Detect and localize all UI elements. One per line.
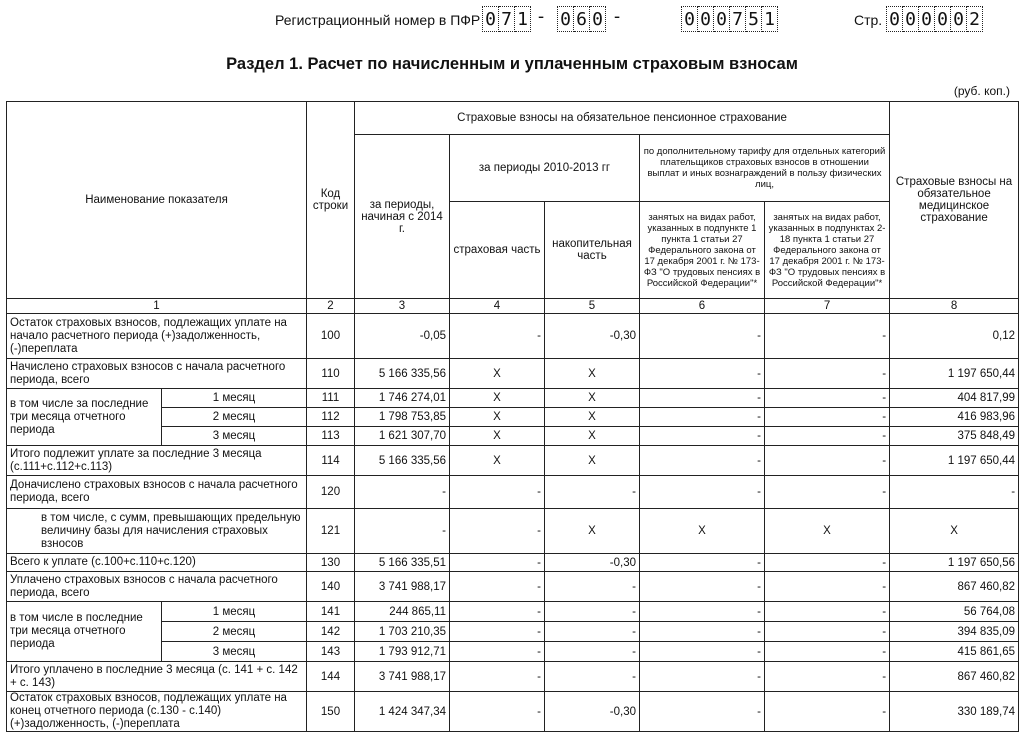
cell-c5: X [545,446,640,476]
column-index: 5 [545,299,640,314]
reg-digit: 0 [590,6,606,32]
row-code: 142 [307,622,355,642]
row-code: 121 [307,509,355,554]
table-row [7,446,1019,476]
reg-digit: 5 [746,6,762,32]
reg-number-boxes [681,6,778,32]
cell-c3: -0,05 [355,314,450,359]
row-sub-label: 3 месяц [162,427,307,446]
cell-c4: - [450,572,545,602]
reg-digit: 7 [730,6,746,32]
cell-c5: - [545,622,640,642]
header-code: Код строки [307,102,355,299]
reg-digit: 1 [515,6,531,32]
cell-c5: X [545,408,640,427]
unit-label: (руб. коп.) [953,84,1010,98]
reg-separator: - [535,6,547,27]
cell-c6: - [640,622,765,642]
column-index: 1 [7,299,307,314]
cell-c6: - [640,427,765,446]
table-body [7,314,1019,732]
cell-c5: X [545,359,640,389]
cell-c6: - [640,408,765,427]
cell-c5: X [545,509,640,554]
header-since-2014: за периоды, начиная с 2014 г. [355,135,450,299]
cell-c7: - [765,622,890,642]
cell-c6: - [640,572,765,602]
cell-c3: 3 741 988,17 [355,572,450,602]
page-digit: 0 [886,6,903,32]
header-funded-part: накопительная часть [545,202,640,299]
cell-c4: - [450,642,545,662]
cell-c3: 1 621 307,70 [355,427,450,446]
reg-digit: 0 [557,6,574,32]
cell-c8: 0,12 [890,314,1019,359]
table-row [7,359,1019,389]
row-label: Итого подлежит уплате за последние 3 месяца (с.111+с.112+с.113) [7,446,307,476]
cell-c7: - [765,602,890,622]
cell-c7: - [765,662,890,692]
cell-c6: - [640,359,765,389]
cell-c3: 5 166 335,56 [355,446,450,476]
row-code: 100 [307,314,355,359]
cell-c5: - [545,572,640,602]
header-subclause-1: занятых на видах работ, указанных в подпункте 1 пункта 1 статьи 27 Федерального закона от 17 декабря 2001 г. № 173-ФЗ "О трудовых пенсиях в Российской Федерации"* [640,202,765,299]
cell-c6: - [640,389,765,408]
column-index: 6 [640,299,765,314]
cell-c7: - [765,642,890,662]
cell-c6: - [640,602,765,622]
cell-c4: X [450,446,545,476]
section-title: Раздел 1. Расчет по начисленным и уплаченным страховым взносам [226,55,798,73]
cell-c3: 1 703 210,35 [355,622,450,642]
cell-c4: - [450,314,545,359]
cell-c7: - [765,389,890,408]
table-row [7,389,1019,408]
header-pension-group: Страховые взносы на обязательное пенсионное страхование [355,102,890,135]
cell-c8: 867 460,82 [890,662,1019,692]
cell-c4: - [450,554,545,572]
row-code: 110 [307,359,355,389]
header-additional-tariff: по дополнительному тарифу для отдельных категорий плательщиков страховых взносов в отношении выплат и иных вознаграждений в пользу физических лиц, [640,135,890,202]
cell-c7: - [765,408,890,427]
cell-c3: 1 798 753,85 [355,408,450,427]
cell-c6: - [640,692,765,732]
table-row [7,509,1019,554]
row-label: Начислено страховых взносов с начала расчетного периода, всего [7,359,307,389]
cell-c7: - [765,572,890,602]
cell-c7: X [765,509,890,554]
table-row [7,602,1019,622]
cell-c6: X [640,509,765,554]
header-medical: Страховые взносы на обязательное медицинское страхование [890,102,1019,299]
cell-c6: - [640,476,765,509]
cell-c6: - [640,554,765,572]
row-label: Уплачено страховых взносов с начала расчетного периода, всего [7,572,307,602]
cell-c8: X [890,509,1019,554]
reg-digit: 1 [762,6,778,32]
cell-c5: - [545,662,640,692]
table-row [7,554,1019,572]
row-sub-label: 1 месяц [162,389,307,408]
row-group-label: в том числе за последние три месяца отчетного периода [7,389,162,446]
cell-c4: - [450,692,545,732]
header-periods-2010-2013: за периоды 2010-2013 гг [450,135,640,202]
table-row [7,692,1019,732]
cell-c6: - [640,642,765,662]
reg-digit: 7 [499,6,515,32]
cell-c4: - [450,662,545,692]
reg-number-boxes [482,6,531,32]
cell-c8: 330 189,74 [890,692,1019,732]
cell-c8: 1 197 650,44 [890,446,1019,476]
row-code: 150 [307,692,355,732]
page-digit: 0 [903,6,919,32]
page-digit: 2 [967,6,983,32]
row-code: 113 [307,427,355,446]
row-code: 130 [307,554,355,572]
cell-c6: - [640,662,765,692]
cell-c3: 1 746 274,01 [355,389,450,408]
row-group-label: в том числе в последние три месяца отчетного периода [7,602,162,662]
cell-c8: - [890,476,1019,509]
cell-c8: 394 835,09 [890,622,1019,642]
column-index: 3 [355,299,450,314]
cell-c8: 867 460,82 [890,572,1019,602]
cell-c5: X [545,427,640,446]
cell-c4: - [450,622,545,642]
cell-c4: X [450,408,545,427]
row-sub-label: 2 месяц [162,622,307,642]
column-index: 8 [890,299,1019,314]
cell-c7: - [765,427,890,446]
reg-digit: 6 [574,6,590,32]
column-index: 4 [450,299,545,314]
reg-digit: 0 [482,6,499,32]
row-label: Всего к уплате (с.100+с.110+с.120) [7,554,307,572]
reg-separator: - [611,6,623,27]
cell-c3: 244 865,11 [355,602,450,622]
cell-c8: 416 983,96 [890,408,1019,427]
reg-number-boxes [557,6,606,32]
column-index-row [7,299,1019,314]
cell-c3: 5 166 335,56 [355,359,450,389]
cell-c4: X [450,427,545,446]
page-label: Стр. [854,12,883,28]
cell-c5: - [545,602,640,622]
table-row [7,572,1019,602]
cell-c5: -0,30 [545,692,640,732]
row-label: Итого уплачено в последние 3 месяца (с. 141 + с. 142 + с. 143) [7,662,307,692]
contributions-table [6,101,1019,732]
reg-digit: 0 [698,6,714,32]
row-code: 140 [307,572,355,602]
form-header [0,6,1024,36]
row-label: Доначислено страховых взносов с начала расчетного периода, всего [7,476,307,509]
row-code: 111 [307,389,355,408]
cell-c8: 56 764,08 [890,602,1019,622]
cell-c7: - [765,692,890,732]
cell-c6: - [640,314,765,359]
cell-c3: - [355,476,450,509]
cell-c6: - [640,446,765,476]
reg-digit: 0 [681,6,698,32]
header-insured-part: страховая часть [450,202,545,299]
cell-c3: 3 741 988,17 [355,662,450,692]
column-index: 2 [307,299,355,314]
cell-c5: - [545,642,640,662]
row-sub-label: 1 месяц [162,602,307,622]
cell-c8: 1 197 650,56 [890,554,1019,572]
header-name: Наименование показателя [7,102,307,299]
row-code: 120 [307,476,355,509]
cell-c7: - [765,359,890,389]
cell-c4: - [450,476,545,509]
column-index: 7 [765,299,890,314]
page-digit: 0 [935,6,951,32]
cell-c3: 1 424 347,34 [355,692,450,732]
cell-c4: - [450,509,545,554]
cell-c8: 1 197 650,44 [890,359,1019,389]
row-code: 141 [307,602,355,622]
cell-c5: X [545,389,640,408]
row-label: Остаток страховых взносов, подлежащих уплате на начало расчетного периода (+)задолженность, (-)переплата [7,314,307,359]
header-subclause-2-18: занятых на видах работ, указанных в подпунктах 2-18 пункта 1 статьи 27 Федерального закона от 17 декабря 2001 г. № 173-ФЗ "О трудовых пенсиях в Российской Федерации"* [765,202,890,299]
table-row [7,314,1019,359]
cell-c7: - [765,446,890,476]
table-row [7,476,1019,509]
cell-c4: X [450,359,545,389]
cell-c7: - [765,314,890,359]
cell-c8: 415 861,65 [890,642,1019,662]
cell-c3: 5 166 335,51 [355,554,450,572]
cell-c8: 404 817,99 [890,389,1019,408]
reg-number-label: Регистрационный номер в ПФР [275,12,481,28]
row-label: Остаток страховых взносов, подлежащих уплате на конец отчетного периода (с.130 - с.140) (+)задолженность, (-)переплата [7,692,307,732]
cell-c3: 1 793 912,71 [355,642,450,662]
page-digit: 0 [919,6,935,32]
cell-c5: -0,30 [545,314,640,359]
row-code: 114 [307,446,355,476]
row-code: 144 [307,662,355,692]
row-sub-label: 3 месяц [162,642,307,662]
cell-c4: X [450,389,545,408]
row-label: в том числе, с сумм, превышающих предельную величину базы для начисления страховых взносов [7,509,307,554]
cell-c8: 375 848,49 [890,427,1019,446]
table-row [7,662,1019,692]
cell-c5: - [545,476,640,509]
cell-c4: - [450,602,545,622]
reg-digit: 0 [714,6,730,32]
cell-c7: - [765,476,890,509]
cell-c5: -0,30 [545,554,640,572]
row-code: 143 [307,642,355,662]
page-number-boxes [886,6,983,32]
row-code: 112 [307,408,355,427]
cell-c3: - [355,509,450,554]
cell-c7: - [765,554,890,572]
row-sub-label: 2 месяц [162,408,307,427]
page-digit: 0 [951,6,967,32]
